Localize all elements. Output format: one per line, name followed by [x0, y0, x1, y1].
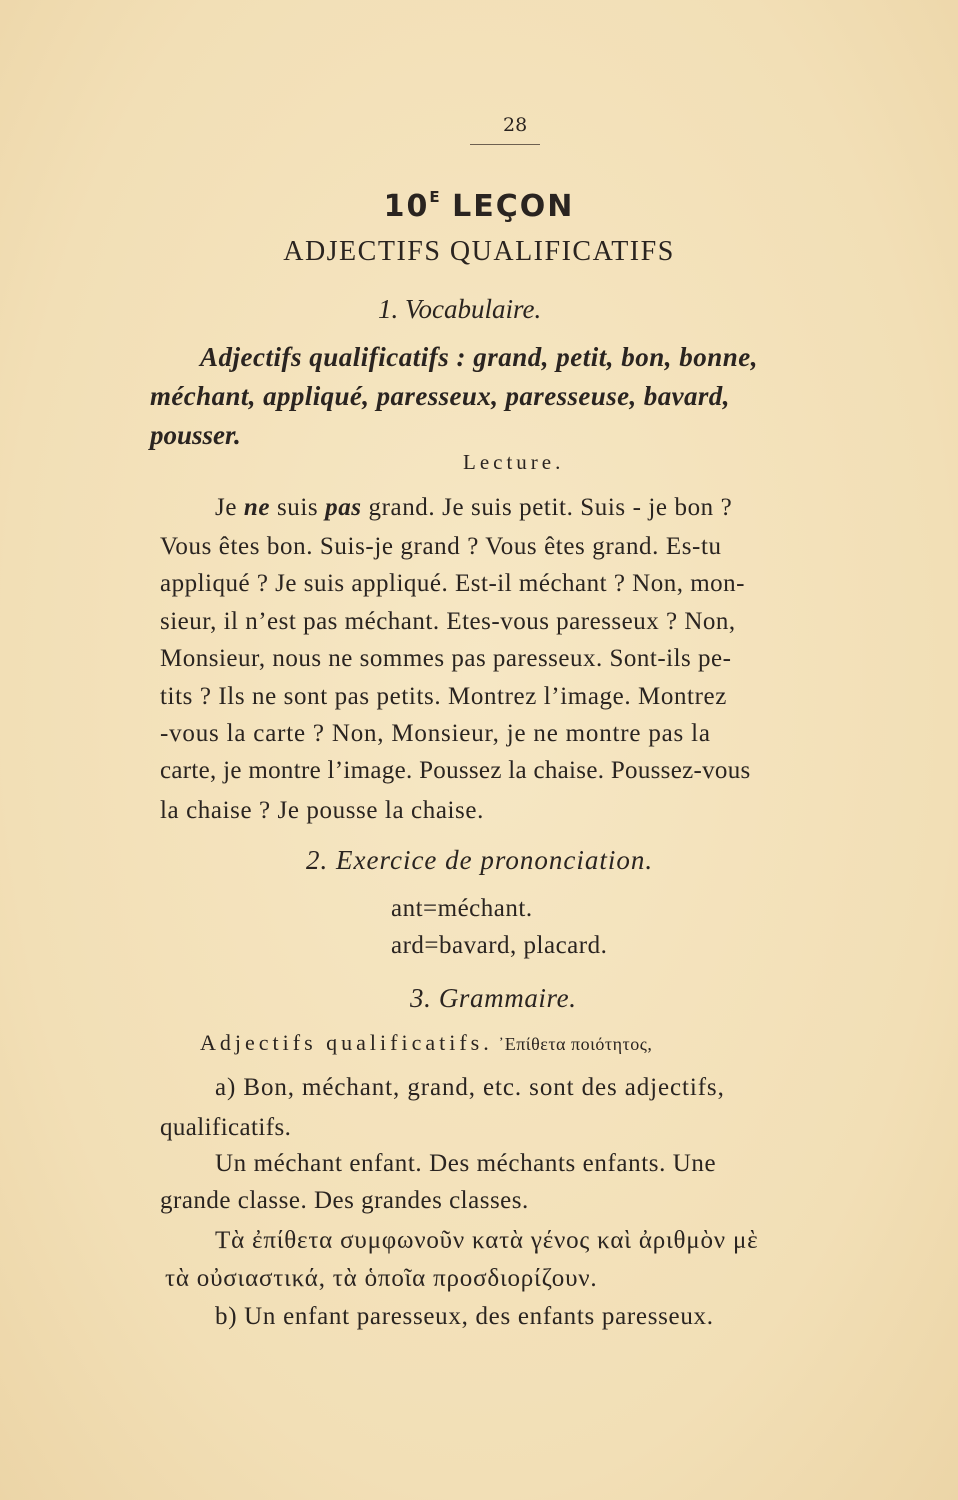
- page-number-rule: [470, 144, 540, 145]
- grammar-line-7: b) Un enfant paresseux, des enfants paresseux.: [215, 1303, 714, 1330]
- section-number: 2.: [306, 845, 329, 875]
- grammar-line-5: Τὰ ἐπίθετα συμφωνοῦν κατὰ γένος καὶ ἀριθμὸν μὲ: [215, 1227, 759, 1254]
- reading-text: Je: [215, 494, 244, 521]
- vocab-line-1: Adjectifs qualificatifs : grand, petit, bon, bonne,: [200, 342, 759, 372]
- lesson-number: 10: [383, 189, 430, 224]
- lesson-number-suffix: E: [429, 188, 440, 206]
- section-number: 1.: [378, 294, 399, 324]
- reading-text: suis: [270, 494, 326, 521]
- reading-line-9: la chaise ? Je pousse la chaise.: [160, 797, 484, 824]
- reading-text: grand. Je suis petit. Suis - je bon ?: [361, 494, 733, 521]
- lecture-heading: Lecture.: [463, 450, 565, 474]
- reading-line-5: Monsieur, nous ne sommes pas paresseux. Sont-ils pe-: [160, 645, 732, 672]
- vocab-line-2: méchant, appliqué, paresseux, paresseuse, bavard,: [150, 381, 730, 411]
- reading-line-6: tits ? Ils ne sont pas petits. Montrez l’image. Montrez: [160, 683, 727, 710]
- section-title: Grammaire.: [438, 983, 577, 1013]
- section-vocabulaire-heading: [378, 294, 541, 325]
- grammar-line-6: τὰ οὐσιαστικά, τὰ ὁποῖα προσδιορίζουν.: [165, 1265, 598, 1292]
- emphasis-ne: ne: [243, 494, 271, 521]
- grammar-line-2: qualificatifs.: [160, 1114, 292, 1141]
- reading-line-8: carte, je montre l’image. Poussez la chaise. Poussez-vous: [160, 757, 751, 784]
- lesson-title: [0, 188, 958, 224]
- grammar-line-3: Un méchant enfant. Des méchants enfants. Une: [215, 1150, 717, 1177]
- grammar-line-1: a) Bon, méchant, grand, etc. sont des adjectifs,: [215, 1074, 725, 1101]
- section-number: 3.: [410, 983, 432, 1013]
- reading-line-1: [215, 494, 732, 522]
- section-grammaire-heading: [410, 983, 577, 1014]
- reading-line-3: appliqué ? Je suis appliqué. Est-il méchant ? Non, mon-: [160, 570, 746, 597]
- grammar-line-4: grande classe. Des grandes classes.: [160, 1187, 529, 1214]
- section-title: Exercice de prononciation.: [336, 845, 654, 875]
- vocab-line-3: pousser.: [150, 420, 241, 450]
- exercise-line-1: ant=méchant.: [391, 895, 533, 922]
- grammar-heading-french: Adjectifs qualificatifs.: [200, 1030, 493, 1055]
- reading-line-7: -vous la carte ? Non, Monsieur, je ne montre pas la: [160, 720, 711, 747]
- reading-line-4: sieur, il n’est pas méchant. Etes-vous paresseux ? Non,: [160, 608, 736, 635]
- grammar-heading-greek: ᾿Επίθετα ποιότητος,: [498, 1034, 653, 1054]
- grammar-heading: [200, 1030, 652, 1056]
- reading-line-2: Vous êtes bon. Suis-je grand ? Vous êtes grand. Es-tu: [160, 533, 722, 560]
- section-title: Vocabulaire.: [405, 294, 542, 324]
- page-number: 28: [503, 114, 528, 136]
- lesson-subtitle: ADJECTIFS QUALIFICATIFS: [283, 236, 675, 267]
- lesson-word: LEÇON: [452, 189, 575, 224]
- section-prononciation-heading: [306, 845, 653, 876]
- emphasis-pas: pas: [325, 494, 362, 521]
- exercise-line-2: ard=bavard, placard.: [391, 932, 608, 959]
